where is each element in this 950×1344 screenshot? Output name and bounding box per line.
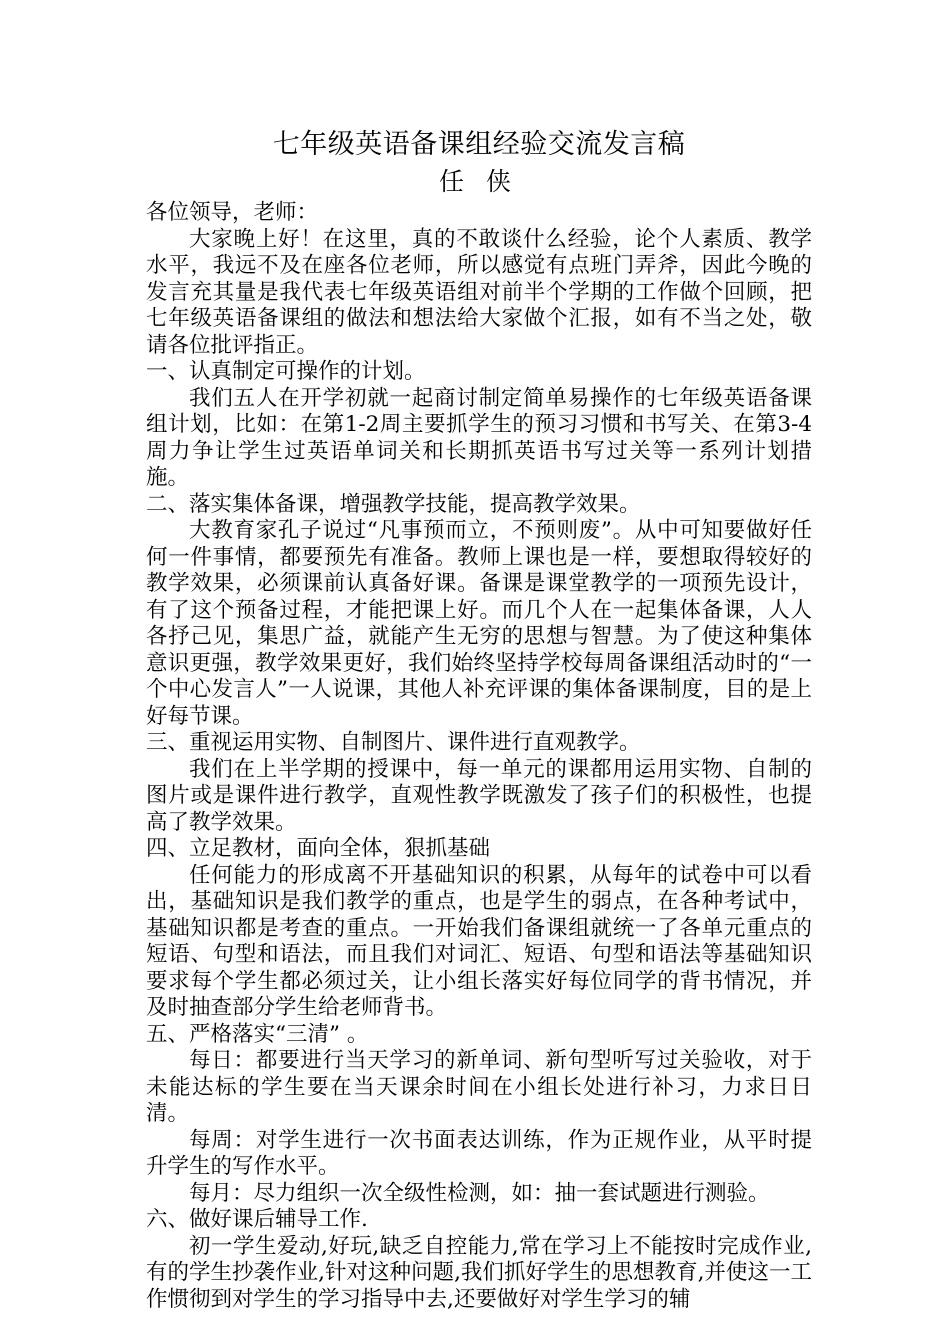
body-paragraph: 每月：尽力组织一次全级性检测，如：抽一套试题进行测验。 — [189, 1180, 770, 1206]
section-heading: 一、认真制定可操作的计划。 — [146, 359, 426, 384]
document-author: 任侠 — [438, 167, 533, 196]
paragraph-list — [146, 200, 812, 1313]
section-heading: 六、做好课后辅导工作. — [146, 1207, 368, 1232]
document-body — [146, 128, 812, 1313]
body-paragraph: 每周：对学生进行一次书面表达训练，作为正规作业，从平时提升学生的写作水平。 — [146, 1127, 812, 1179]
body-paragraph: 初一学生爱动,好玩,缺乏自控能力,常在学习上不能按时完成作业,有的学生抄袭作业,针对这种问题,我们抓好学生的思想教育,并使这一工作惯彻到对学生的学习指导中去,还要做好对学生学习的辅 — [146, 1233, 812, 1312]
document-title: 七年级英语备课组经验交流发言稿 — [272, 129, 686, 160]
body-paragraph: 每日：都要进行当天学习的新单词、新句型听写过关验收，对于未能达标的学生要在当天课余时间在小组长处进行补习，力求日日清。 — [146, 1048, 812, 1126]
body-paragraph: 任何能力的形成离不开基础知识的积累，从每年的试卷中可以看出，基础知识是我们教学的重点，也是学生的弱点，在各种考试中，基础知识都是考查的重点。一开始我们备课组就统一了各单元重点的短语、句型和语法，而且我们对词汇、短语、句型和语法等基础知识要求每个学生都必须过关，让小组长落实好每位同学的背书情况，并及时抽查部分学生给老师背书。 — [146, 862, 812, 1020]
body-paragraph: 大教育家孔子说过“凡事预而立，不预则废”。从中可知要做好任何一件事情，都要预先有准备。教师上课也是一样，要想取得较好的教学效果，必须课前认真备好课。备课是课堂教学的一项预先设计，有了这个预备过程，才能把课上好。而几个人在一起集体备课，人人各抒己见，集思广益，就能产生无穷的思想与智慧。为了使这种集体意识更强，教学效果更好，我们始终坚持学校每周备课组活动时的“一个中心发言人”一人说课，其他人补充评课的集体备课制度，目的是上好每节课。 — [146, 518, 812, 729]
section-heading: 三、重视运用实物、自制图片、课件进行直观教学。 — [146, 730, 641, 755]
section-heading: 四、立足教材，面向全体，狠抓基础 — [146, 836, 491, 861]
body-paragraph: 大家晚上好！在这里，真的不敢谈什么经验，论个人素质、教学水平，我远不及在座各位老师，所以感觉有点班门弄斧，因此今晚的发言充其量是我代表七年级英语组对前半个学期的工作做个回顾，把七年级英语备课组的做法和想法给大家做个汇报，如有不当之处，敬请各位批评指正。 — [146, 226, 812, 358]
section-heading: 各位领导，老师： — [146, 200, 319, 225]
body-paragraph: 我们五人在开学初就一起商讨制定简单易操作的七年级英语备课组计划，比如：在第1-2周主要抓学生的预习习惯和书写关、在第3-4周力争让学生过英语单词关和长期抓英语书写过关等一系列计划措施。 — [146, 385, 812, 490]
section-heading: 二、落实集体备课，增强教学技能，提高教学效果。 — [146, 491, 641, 517]
body-paragraph: 我们在上半学期的授课中，每一单元的课都用运用实物、自制的图片或是课件进行教学，直观性教学既激发了孩子们的积极性，也提高了教学效果。 — [146, 756, 812, 835]
section-heading: 五、严格落实“三清” 。 — [146, 1021, 369, 1047]
